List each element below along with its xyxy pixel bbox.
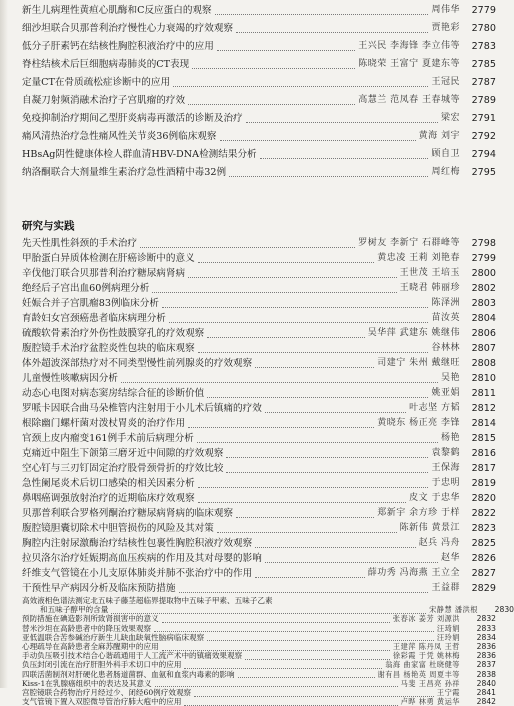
entry-page-number: 2823 — [471, 523, 496, 534]
entry-authors: 汪琦娟 — [436, 623, 460, 633]
entry-title: HBsAg阴性健康体检人群血清HBV-DNA检测结果分析 — [22, 149, 257, 160]
toc-entry[interactable] — [22, 93, 496, 108]
entry-page-number: 2802 — [471, 283, 496, 294]
entry-title: 鼻咽癌调强放射治疗的近期临床疗效观察 — [22, 493, 195, 504]
toc-entry[interactable] — [22, 551, 496, 566]
toc-entry[interactable] — [22, 266, 496, 281]
toc-entry[interactable] — [22, 679, 496, 688]
entry-title: 纤维支气管镜在小儿支原体肺炎并肺不张治疗中的作用 — [22, 568, 253, 579]
entry-title: 替米沙坦在高龄患者中的降压效果观察 — [22, 623, 152, 633]
leader-dots — [236, 31, 428, 33]
toc-entry[interactable] — [22, 39, 496, 54]
entry-authors: 王兴民 李海锋 李立伟等 — [358, 41, 460, 51]
entry-authors: 黄晓东 杨正亮 李锋 — [377, 418, 460, 428]
entry-page-number: 2795 — [471, 167, 496, 178]
leader-dots — [246, 121, 438, 123]
toc-entry[interactable] — [22, 165, 496, 180]
entry-authors: 陈新伟 黄景江 — [399, 523, 460, 533]
leader-dots — [155, 685, 398, 687]
entry-title: 根除幽门螺杆菌对泼杖胃炎的治疗作用 — [22, 418, 186, 429]
toc-entry[interactable] — [22, 688, 496, 697]
leader-dots — [245, 658, 390, 660]
entry-authors: 吴华萍 武建东 姚继伟 — [367, 328, 460, 338]
entry-title: 宫腔镜联合药物治疗月经过少、闭经60例疗效观察 — [22, 688, 192, 697]
toc-entry[interactable] — [22, 341, 496, 356]
entry-authors: 郑新宇 余方珍 于样 — [377, 508, 460, 518]
toc-entry[interactable] — [22, 236, 496, 251]
entry-authors: 杨艳 — [440, 433, 460, 443]
entry-authors: 黄海 刘宇 — [418, 131, 460, 141]
leader-dots — [188, 103, 355, 105]
leader-dots — [188, 276, 397, 278]
entry-page-number: 2812 — [471, 403, 496, 414]
entry-title: 贝那普利联合罗格列酮治疗糖尿病肾病的临床观察 — [22, 508, 234, 519]
entry-page-number: 2807 — [471, 343, 496, 354]
toc-entry[interactable] — [22, 281, 496, 296]
toc-entry[interactable] — [22, 476, 496, 491]
entry-page-number: 2803 — [471, 298, 496, 309]
entry-title: 亚低温联合苦参碱治疗新生儿缺血缺氧性脑病临床观察 — [22, 632, 205, 642]
entry-page-number: 2836 — [476, 642, 496, 651]
entry-title: 罗哌卡因联合曲马朵椎管内注射用于小儿术后镇痛的疗效 — [22, 403, 262, 414]
leader-dots — [207, 336, 364, 338]
entry-authors: 王晓君 韩丽珍 — [399, 283, 460, 293]
entry-page-number: 2826 — [471, 553, 496, 564]
entry-authors: 陈晓荣 王富宁 夏建东等 — [358, 59, 460, 69]
toc-entry[interactable] — [22, 642, 496, 651]
leader-dots — [215, 13, 429, 15]
entry-authors: 赵华 — [440, 553, 460, 563]
entry-title: 拉贝洛尔治疗妊娠期高血压疾病的作用及其对母婴的影响 — [22, 553, 262, 564]
leader-dots — [265, 561, 438, 563]
entry-page-number: 2832 — [476, 614, 496, 624]
toc-entry[interactable] — [22, 57, 496, 72]
toc-entry[interactable] — [22, 75, 496, 90]
entry-page-number: 2794 — [471, 149, 496, 160]
toc-entry[interactable] — [22, 491, 496, 506]
entry-page-number: 2799 — [471, 253, 496, 264]
entry-page-number: 2829 — [471, 583, 496, 594]
toc-entry[interactable] — [22, 371, 496, 386]
entry-page-number: 2840 — [476, 678, 496, 688]
entry-title: 育龄妇女宫颈癌患者临床病理分析 — [22, 313, 166, 324]
leader-dots — [154, 630, 434, 632]
entry-title: 支气管镜下置入双腔微导管治疗肺大疱中的应用 — [22, 697, 182, 706]
entry-page-number: 2827 — [471, 568, 496, 579]
leader-dots — [255, 546, 415, 548]
entry-page-number: 2785 — [471, 59, 496, 70]
leader-dots — [226, 456, 428, 458]
entry-page-number: 2804 — [471, 313, 496, 324]
leader-dots — [236, 516, 374, 518]
toc-entry[interactable] — [22, 21, 496, 36]
leader-dots — [192, 67, 355, 69]
entry-authors: 姚亚娟 — [431, 388, 460, 398]
entry-authors: 陈泽洲 — [431, 298, 460, 308]
leader-dots — [255, 576, 365, 578]
leader-dots — [140, 246, 355, 248]
entry-page-number: 2787 — [471, 77, 496, 88]
toc-entry[interactable] — [22, 536, 496, 551]
entry-authors: 王保海 — [431, 463, 460, 473]
entry-page-number: 2841 — [476, 688, 496, 697]
toc-entry[interactable] — [22, 356, 496, 371]
leader-dots — [229, 175, 428, 177]
entry-title: 官颈上皮内瘤变161例手术前后病理分析 — [22, 433, 194, 444]
leader-dots — [217, 531, 397, 533]
leader-dots — [198, 261, 375, 263]
leader-dots — [226, 471, 428, 473]
toc-entry[interactable] — [22, 147, 496, 162]
toc-entry[interactable] — [22, 506, 496, 521]
toc-entry[interactable] — [22, 416, 496, 431]
leader-dots — [179, 591, 429, 593]
entry-title: 体外超波深部热疗对不同类型慢性前列腺炎的疗效观察 — [22, 358, 253, 369]
entry-title: 干预性早产病因分析及临床预防措施 — [22, 583, 176, 594]
leader-dots — [184, 667, 382, 669]
entry-title: 免疫抑制治疗期间乙型肝炎病毒再激活的诊断及治疗 — [22, 113, 243, 124]
entry-authors: 薛功秀 冯海燕 王立全 — [367, 568, 460, 578]
entry-authors: 周红梅 — [431, 167, 460, 177]
entry-page-number: 2806 — [471, 328, 496, 339]
entry-title: 定量CT在骨质疏松症诊断中的应用 — [22, 77, 171, 88]
entry-authors: 苗汝英 — [431, 313, 460, 323]
toc-entry[interactable] — [22, 3, 496, 18]
leader-dots — [217, 49, 355, 51]
leader-dots — [198, 501, 406, 503]
toc-entry[interactable] — [22, 697, 496, 706]
toc-entry[interactable] — [22, 401, 496, 416]
entry-title: 绝经后子宫出血60例病理分析 — [22, 283, 150, 294]
leader-dots — [207, 639, 434, 641]
entry-page-number: 2830 — [494, 605, 514, 615]
toc-entry[interactable] — [22, 431, 496, 446]
entry-authors: 卢晔 林勇 黄运华 — [400, 697, 460, 706]
entry-title: 腹腔镜胆囊切除术中胆管损伤的风险及其对策 — [22, 523, 214, 534]
entry-page-number: 2815 — [471, 433, 496, 444]
toc-entry[interactable] — [22, 660, 496, 669]
leader-dots — [188, 426, 374, 428]
entry-title: 痛风清热治疗急性痛风性关节炎36例临床观察 — [22, 131, 217, 142]
entry-title: 胸腔内注射尿激酶治疗结核性包裹性胸腔积液疗效观察 — [22, 538, 253, 549]
leader-dots — [184, 704, 397, 706]
entry-title: 甲胎蛋白异质体检测在肝癌诊断中的意义 — [22, 253, 195, 264]
entry-title: 脊柱结核术后巨细胞病毒肺炎的CT表现 — [22, 59, 190, 70]
leader-dots — [173, 85, 428, 87]
leader-dots — [169, 321, 429, 323]
leader-dots — [198, 351, 429, 353]
toc-entry[interactable] — [22, 326, 496, 341]
entry-authors: 高慧兰 范凤春 王春城等 — [358, 95, 460, 105]
toc-entry[interactable] — [22, 129, 496, 144]
entry-title: 四联活菌制剂对肝硬化患者肠道菌群、血氨和血浆内毒素的影响 — [22, 669, 235, 679]
leader-dots — [238, 676, 375, 678]
entry-page-number: 2780 — [471, 23, 496, 34]
entry-title: 心理疏导在高龄患者全麻苏醒期中的应用 — [22, 642, 159, 651]
entry-page-number: 2783 — [471, 41, 496, 52]
entry-page-number: 2791 — [471, 113, 496, 124]
toc-entry[interactable] — [22, 624, 496, 633]
entry-authors: 赵兵 冯舟 — [418, 538, 460, 548]
entry-page-number: 2819 — [471, 478, 496, 489]
entry-page-number: 2825 — [471, 538, 496, 549]
toc-entry[interactable] — [22, 446, 496, 461]
toc-entry[interactable] — [22, 311, 496, 326]
entry-page-number: 2836 — [476, 651, 496, 661]
entry-title: 克痛近中阻生下颌第三磨牙近中间隙的疗效观察 — [22, 448, 224, 459]
leader-dots — [197, 441, 438, 443]
leader-dots — [260, 157, 429, 159]
entry-title: Kiss-1在乳腺癌组织中的表达及其意义 — [22, 678, 152, 688]
leader-dots — [162, 621, 390, 623]
entry-authors: 王建萍 陈丹凤 王哲 — [392, 642, 460, 651]
toc-entry[interactable] — [22, 670, 496, 679]
entry-authors: 于忠明 — [431, 478, 460, 488]
toc-entry[interactable] — [22, 581, 496, 596]
leader-dots — [207, 396, 428, 398]
entry-page-number: 2789 — [471, 95, 496, 106]
entry-authors: 宋静慧 潘洪根 — [429, 605, 478, 615]
entry-authors: 王冠民 — [431, 77, 460, 87]
entry-title: 纳洛酮联合大剂量维生素治疗急性酒精中毒32例 — [22, 167, 227, 178]
entry-authors: 翁海 曲家富 杜晓健等 — [385, 660, 460, 670]
toc-entry[interactable] — [22, 614, 496, 623]
entry-authors: 罗树友 李新宁 石群峰等 — [358, 238, 460, 248]
entry-authors: 周伟华 — [431, 5, 460, 15]
entry-authors: 谷林林 — [431, 343, 460, 353]
entry-authors: 王益群 — [431, 583, 460, 593]
entry-authors: 司建宁 朱州 戴继旺 — [377, 358, 460, 368]
entry-page-number: 2817 — [471, 463, 496, 474]
toc-entry[interactable] — [22, 296, 496, 311]
entry-title: 儿童慢性咳嗽病因分析 — [22, 373, 118, 384]
entry-authors: 皮文 于忠华 — [409, 493, 460, 503]
entry-title: 低分子肝素钙在结核性胸腔积液治疗中的应用 — [22, 41, 214, 52]
toc-entry[interactable] — [22, 461, 496, 476]
entry-authors: 顾自卫 — [431, 149, 460, 159]
entry-title: 腹腔镜手术治疗盆腔炎性包块的临床观察 — [22, 343, 195, 354]
entry-title: 细沙坦联合贝那普利治疗慢性心力衰竭的疗效观察 — [22, 23, 234, 34]
entry-title: 预防措施在碘造影剂所致肾损害中的意义 — [22, 614, 159, 624]
entry-title: 辛伐他汀联合贝那普利治疗糖尿病肾病 — [22, 268, 186, 279]
leader-dots — [265, 411, 406, 413]
entry-title: 负压封闭引流在治疗肝胆外科手术切口中的应用 — [22, 660, 182, 670]
entry-page-number: 2811 — [471, 388, 496, 399]
section-heading: 研究与实践 — [22, 220, 75, 232]
entry-authors: 汪玲娟 — [436, 632, 460, 642]
toc-entry-continuation[interactable] — [40, 605, 514, 614]
toc-entry[interactable] — [22, 111, 496, 126]
entry-authors: 徐彩霞 于凭 姚林梅 — [392, 651, 460, 661]
entry-title: 动态心电图对病态窦房结综合征的诊断价值 — [22, 388, 205, 399]
entry-page-number: 2798 — [471, 238, 496, 249]
leader-dots — [198, 486, 429, 488]
entry-authors: 王宁霞 — [436, 688, 460, 697]
entry-authors: 袁黎鹤 — [431, 448, 460, 458]
page-spine-shadow — [0, 0, 8, 688]
entry-title: 自凝刀射频消融术治疗子宫肌瘤的疗效 — [22, 95, 186, 106]
entry-title: 硫酸软骨素治疗外伤性鼓膜穿孔的疗效观察 — [22, 328, 205, 339]
entry-page-number: 2837 — [476, 660, 496, 670]
toc-entry[interactable] — [22, 251, 496, 266]
entry-authors: 王世茂 王培玉 — [399, 268, 460, 278]
entry-page-number: 2808 — [471, 358, 496, 369]
toc-entry[interactable] — [22, 596, 496, 605]
entry-page-number: 2810 — [471, 373, 496, 384]
leader-dots — [152, 291, 396, 293]
entry-page-number: 2779 — [471, 5, 496, 16]
entry-title: 高效液相色谱法测定北五味子藤茎超临界提取物中五味子甲素、五味子乙素 — [22, 596, 273, 605]
entry-page-number: 2814 — [471, 418, 496, 429]
entry-page-number: 2838 — [476, 669, 496, 679]
toc-entry[interactable] — [22, 633, 496, 642]
entry-title: 妊娠合并子宫肌瘤83例临床分析 — [22, 298, 159, 309]
entry-page-number: 2816 — [471, 448, 496, 459]
entry-authors: 吴艳 — [440, 373, 460, 383]
leader-dots — [121, 381, 438, 383]
leader-dots — [162, 306, 429, 308]
entry-title: 先天性肌性斜颈的手术治疗 — [22, 238, 138, 249]
leader-dots — [255, 366, 374, 368]
entry-authors: 谢有昌 杨艳英 周夏丰等 — [377, 669, 460, 679]
leader-dots — [220, 139, 416, 141]
entry-authors: 马斐 王昌亮 孙祥 — [400, 678, 460, 688]
entry-page-number: 2792 — [471, 131, 496, 142]
entry-authors: 张春冰 姜芳 刘源洪 — [392, 614, 460, 624]
entry-page-number: 2822 — [471, 508, 496, 519]
entry-title: 新生儿病理性黄疸心肌酶和C反应蛋白的观察 — [22, 5, 212, 16]
toc-entry[interactable] — [22, 651, 496, 660]
entry-page-number: 2842 — [476, 697, 496, 706]
leader-dots — [194, 695, 434, 697]
entry-authors: 梁宏 — [440, 113, 460, 123]
entry-authors: 叶志坚 方韬 — [409, 403, 460, 413]
toc-entry[interactable] — [22, 521, 496, 536]
entry-authors: 黄忠凌 王莉 刘艳春 — [377, 253, 460, 263]
entry-page-number: 2820 — [471, 493, 496, 504]
entry-title: 空心钉与三刃钉固定治疗股骨颈骨折的疗效比较 — [22, 463, 224, 474]
toc-entry[interactable] — [22, 386, 496, 401]
entry-page-number: 2833 — [476, 623, 496, 633]
entry-page-number: 2834 — [476, 632, 496, 642]
entry-title: 手动负压吸引技术结合心谐疏通用于人工流产术中的镇痛效果观察 — [22, 651, 243, 661]
entry-authors: 贾艳彩 — [431, 23, 460, 33]
entry-title: 急性阑尾炎术后切口感染的相关因素分析 — [22, 478, 195, 489]
entry-title-continued: 和五味子醇甲的含量 — [40, 605, 109, 615]
toc-entry[interactable] — [22, 566, 496, 581]
entry-page-number: 2800 — [471, 268, 496, 279]
